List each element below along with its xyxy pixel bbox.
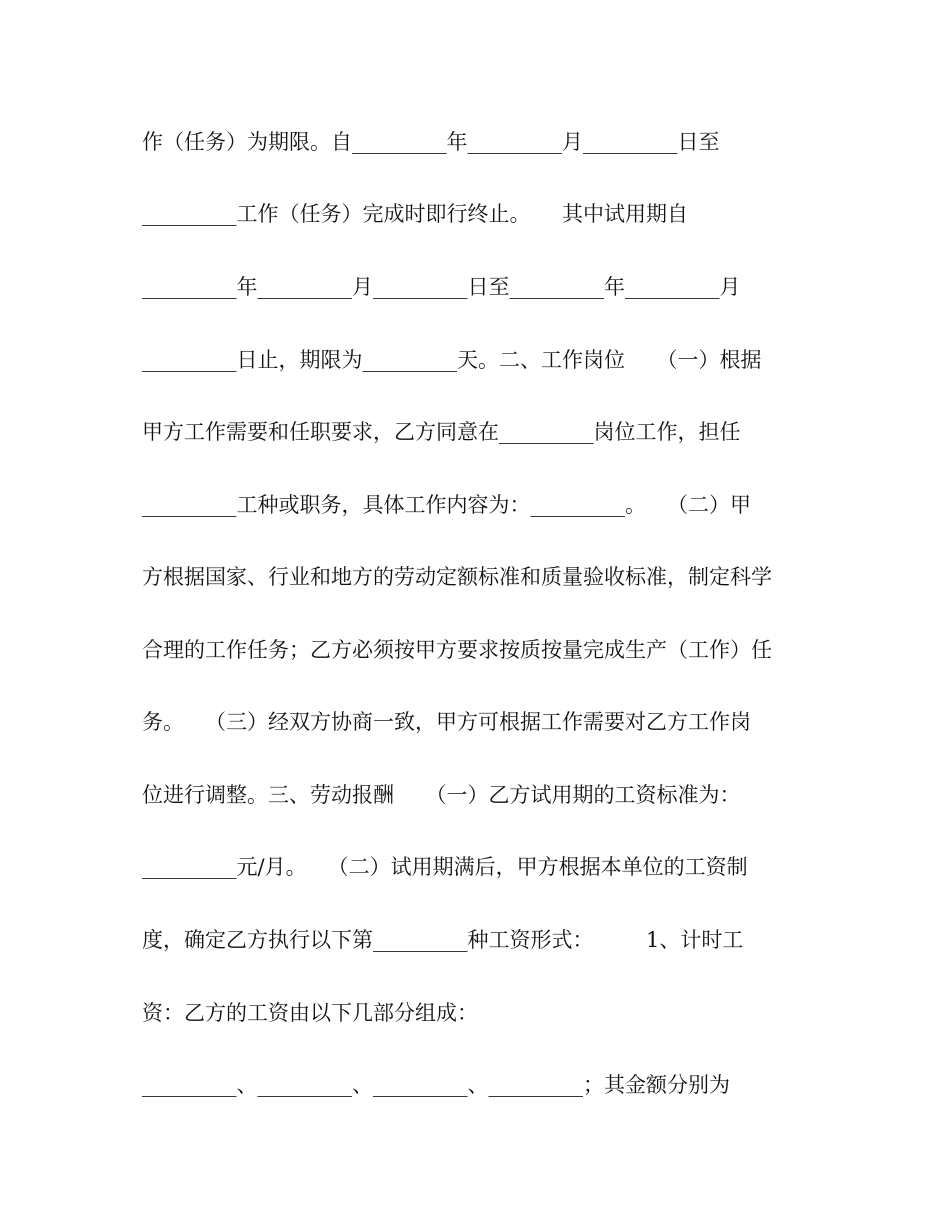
- text-line: 方根据国家、行业和地方的劳动定额标准和质量验收标准，制定科学: [142, 565, 772, 589]
- text-line: 作（任务）为期限。自_________年_________月_________日至: [142, 130, 720, 154]
- text-line: 务。 （三）经双方协商一致，甲方可根据工作需要对乙方工作岗: [142, 710, 751, 734]
- text-line: _________、_________、_________、_________；其金额分别为: [142, 1073, 730, 1097]
- text-line: _________日止，期限为_________天。二、工作岗位 （一）根据: [142, 348, 762, 372]
- text-line: _________工种或职务，具体工作内容为：_________。 （二）甲: [142, 493, 751, 517]
- text-line: 度，确定乙方执行以下第_________种工资形式： 1、计时工: [142, 928, 744, 952]
- text-line: _________元/月。 （二）试用期满后，甲方根据本单位的工资制: [142, 855, 748, 879]
- text-line: _________工作（任务）完成时即行终止。 其中试用期自: [142, 202, 688, 226]
- text-line: 甲方工作需要和任职要求，乙方同意在_________岗位工作，担任: [142, 420, 741, 444]
- text-line: _________年_________月_________日至_________年_________月: [142, 275, 741, 299]
- text-line: 资：乙方的工资由以下几部分组成：: [142, 1001, 478, 1025]
- text-line: 合理的工作任务；乙方必须按甲方要求按质按量完成生产（工作）任: [142, 638, 772, 662]
- text-line: 位进行调整。三、劳动报酬 （一）乙方试用期的工资标准为：: [142, 783, 741, 807]
